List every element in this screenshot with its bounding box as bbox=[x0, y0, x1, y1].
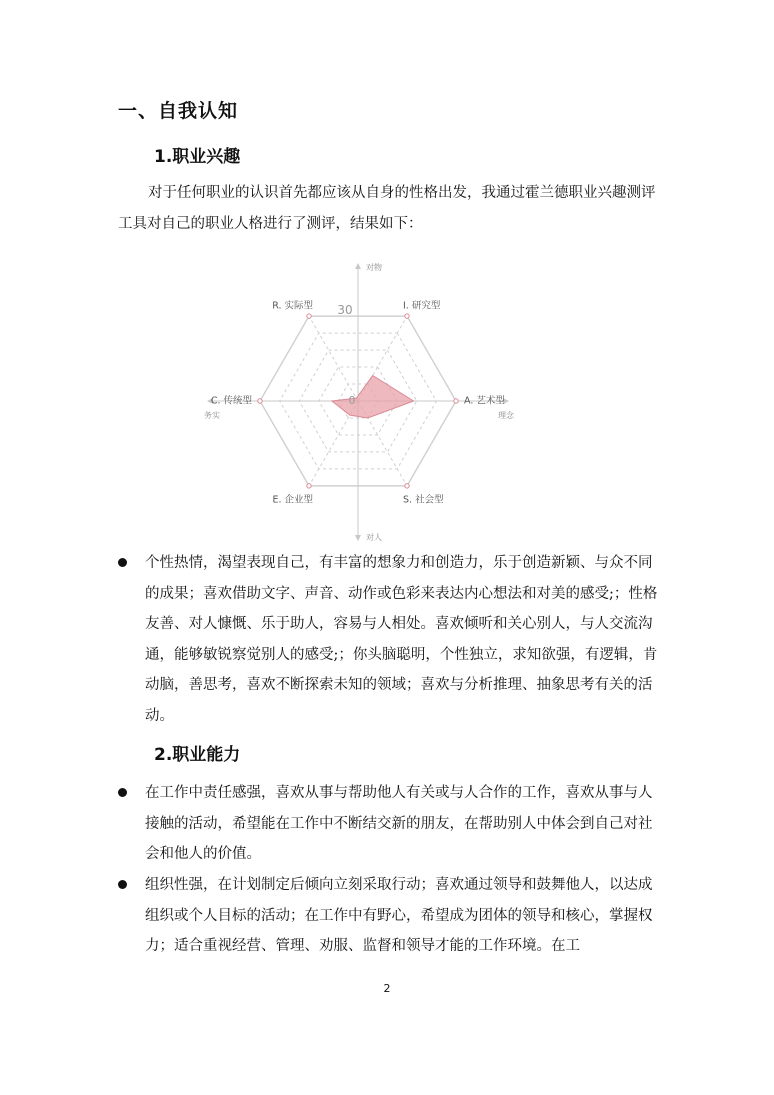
subsection-title-interest: 1.职业兴趣 bbox=[154, 147, 241, 167]
radar-axis-label: I. 研究型 bbox=[403, 300, 441, 312]
scale-label-min: 0 bbox=[348, 394, 356, 407]
radar-axis-label: A. 艺术型 bbox=[464, 395, 505, 407]
radar-vertex-dot bbox=[258, 399, 262, 403]
direction-label-right: 理念 bbox=[498, 411, 514, 420]
radar-vertex-dot bbox=[454, 399, 458, 403]
bullet-icon bbox=[118, 880, 127, 889]
section-heading: 一、自我认知 bbox=[118, 100, 239, 122]
scale-label-max: 30 bbox=[337, 303, 353, 317]
list-item-text: 在工作中责任感强，喜欢从事与帮助他人有关或与人合作的工作，喜欢从事与人接触的活动，希望能在工作中不断结交新的朋友，在帮助别人中体会到自己对社会和他人的价值。 bbox=[145, 785, 653, 862]
radar-axis-label: C. 传统型 bbox=[210, 395, 252, 407]
direction-label-top: 对物 bbox=[366, 263, 382, 272]
holland-radar-chart bbox=[190, 258, 530, 546]
list-item-text: 个性热情，渴望表现自己，有丰富的想象力和创造力，乐于创造新颖、与众不同的成果；喜欢借助文字、声音、动作或色彩来表达内心想法和对美的感受;；性格友善、对人慷慨、乐于助人，容易与人相处。喜欢倾听和关心别人，与人交流沟通，能够敏锐察觉别人的感受;；你头脑聪明，个性独立，求知欲强，有逻辑，肯动脑，善思考，喜欢不断探索未知的领域；喜欢与分析推理、抽象思考有关的活动。 bbox=[145, 555, 658, 724]
subsection-title-ability: 2.职业能力 bbox=[154, 745, 241, 765]
page-number: 2 bbox=[383, 982, 391, 995]
radar-vertex-dot bbox=[307, 484, 311, 488]
list-item-text: 组织性强，在计划制定后倾向立刻采取行动；喜欢通过领导和鼓舞他人，以达成组织或个人目标的活动；在工作中有野心，希望成为团体的领导和核心，掌握权力；适合重视经营、管理、劝服、监督和领导才能的工作环境。在工 bbox=[145, 877, 653, 954]
direction-label-left: 务实 bbox=[204, 411, 220, 420]
radar-vertex-dot bbox=[405, 314, 409, 318]
radar-spoke bbox=[309, 316, 358, 401]
bullet-icon bbox=[118, 558, 127, 567]
radar-axis-label: E. 企业型 bbox=[272, 494, 313, 506]
direction-label-bottom: 对人 bbox=[366, 533, 382, 542]
radar-vertex-dot bbox=[405, 484, 409, 488]
radar-vertex-dot bbox=[307, 314, 311, 318]
bullet-icon bbox=[118, 788, 127, 797]
radar-axis-label: R. 实际型 bbox=[272, 300, 313, 312]
radar-axis-label: S. 社会型 bbox=[403, 494, 444, 506]
intro-paragraph: 对于任何职业的认识首先都应该从自身的性格出发，我通过霍兰德职业兴趣测评工具对自己的职业人格进行了测评，结果如下： bbox=[118, 185, 656, 232]
